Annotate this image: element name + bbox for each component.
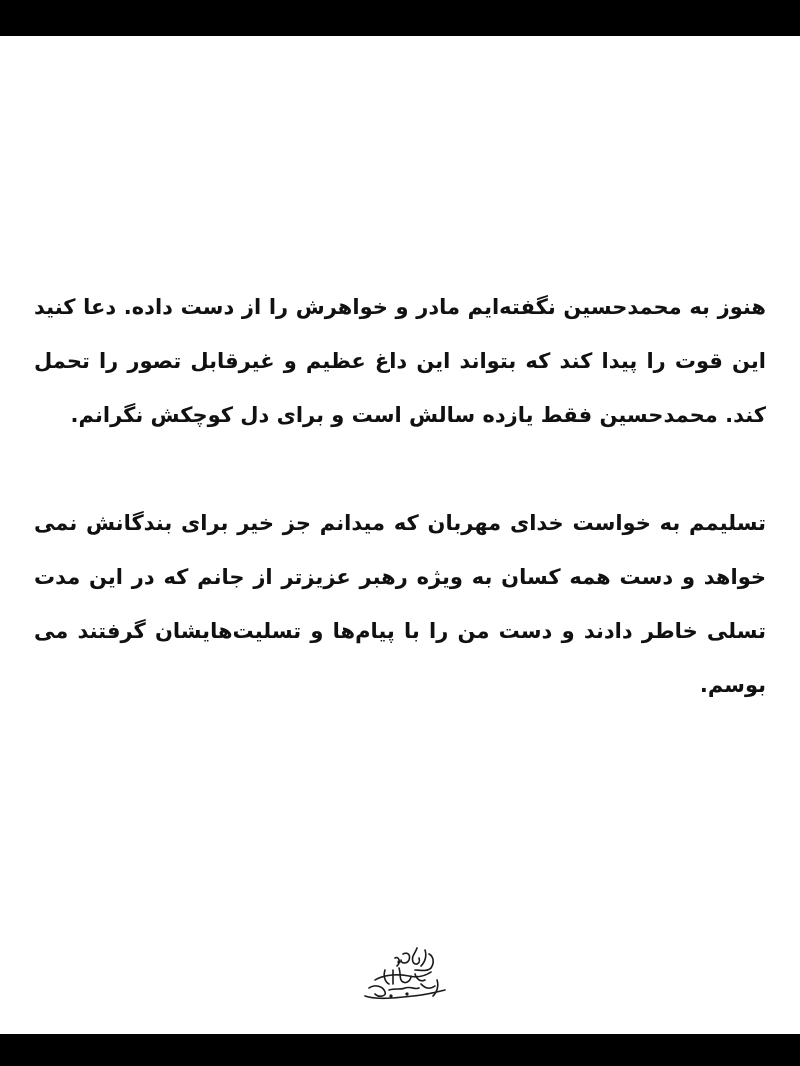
top-black-bar bbox=[0, 0, 800, 36]
paragraph-2: تسلیمم به خواست خدای مهربان که میدانم جز خیر برای بندگانش نمی خواهد و دست همه کسان به ویژه رهبر عزیزتر از جانم که در این مدت تسلی خاطر دادند و دست من را با پیام‌ها و تسلیت‌هایشان گرفتند می بوسم. bbox=[34, 511, 766, 697]
paragraph-1: هنوز به محمدحسین نگفته‌ایم مادر و خواهرش را از دست داده. دعا کنید این قوت را پیدا کند که بتواند این داغ عظیم و غیرقابل تصور را تحمل کند. محمدحسین فقط یازده سالش است و برای دل کوچکش نگرانم. bbox=[34, 295, 766, 427]
bottom-black-bar bbox=[0, 1034, 800, 1066]
statement-body bbox=[34, 280, 766, 712]
handwritten-signature-icon bbox=[355, 940, 455, 1006]
